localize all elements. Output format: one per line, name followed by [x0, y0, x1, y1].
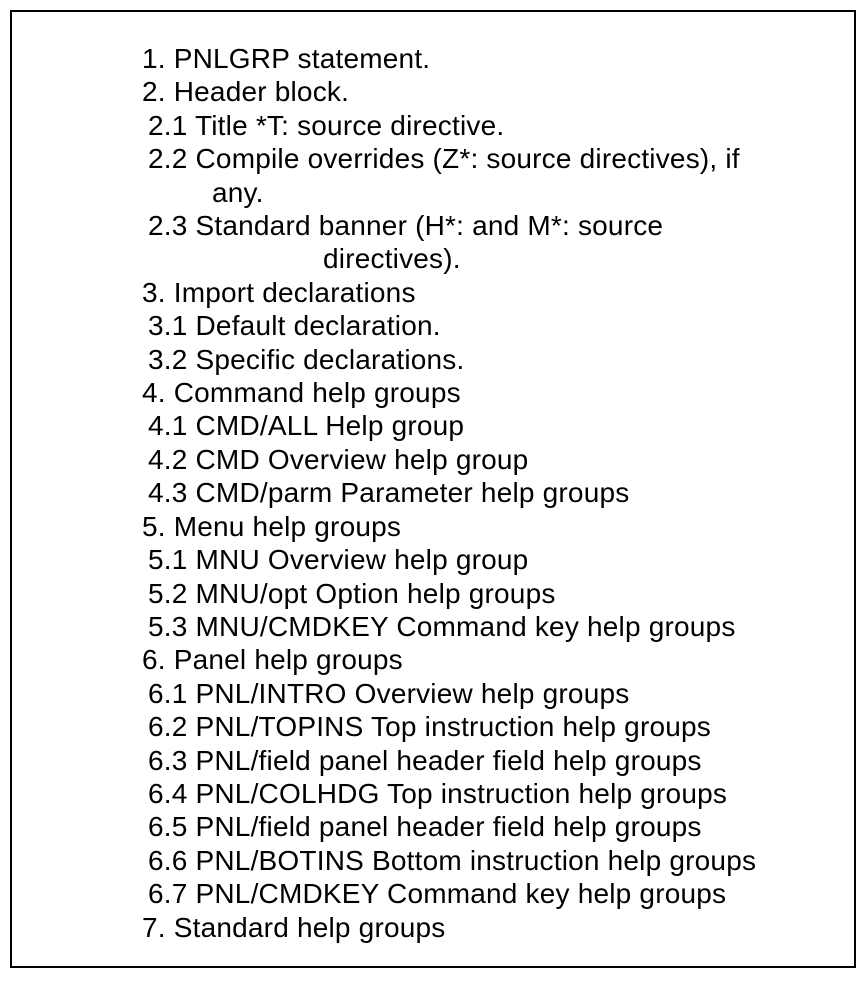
list-item: 5. Menu help groups — [142, 510, 402, 542]
list-item: 2.3 Standard banner (H*: and M*: source — [148, 210, 664, 242]
list-item: 1. PNLGRP statement. — [142, 43, 431, 74]
list-item: 3.1 Default declaration. — [148, 310, 441, 342]
list-item: 6.4 PNL/COLHDG Top instruction help groups — [148, 777, 728, 809]
list-item: 6. Panel help groups — [142, 644, 403, 676]
list-item: 6.2 PNL/TOPINS Top instruction help groups — [148, 711, 711, 743]
list-item: 6.5 PNL/field panel header field help groups — [148, 811, 702, 843]
list-item: 5.2 MNU/opt Option help groups — [148, 577, 556, 609]
list-item: 7. Standard help groups — [142, 911, 446, 943]
list-item: 2. Header block. — [142, 76, 350, 108]
figure-border-box — [10, 10, 856, 968]
list-item: 3. Import declarations — [142, 276, 416, 308]
list-item: 2.1 Title *T: source directive. — [148, 109, 505, 141]
list-item: 4.3 CMD/parm Parameter help groups — [148, 477, 630, 509]
list-item: 6.7 PNL/CMDKEY Command key help groups — [148, 878, 727, 910]
list-item: 6.6 PNL/BOTINS Bottom instruction help groups — [148, 844, 757, 876]
list-item-continuation: any. — [212, 176, 264, 208]
list-item: 4.2 CMD Overview help group — [148, 443, 529, 475]
outline-list — [12, 12, 854, 944]
list-item: 5.3 MNU/CMDKEY Command key help groups — [148, 610, 736, 642]
list-item: 4.1 CMD/ALL Help group — [148, 410, 465, 442]
list-item-continuation: directives). — [323, 243, 461, 275]
list-item: 5.1 MNU Overview help group — [148, 544, 529, 576]
list-item: 6.3 PNL/field panel header field help groups — [148, 744, 702, 776]
list-item: 6.1 PNL/INTRO Overview help groups — [148, 677, 630, 709]
list-item: 2.2 Compile overrides (Z*: source directives), if — [148, 143, 740, 175]
list-item: 4. Command help groups — [142, 377, 461, 409]
list-item: 3.2 Specific declarations. — [148, 343, 465, 375]
